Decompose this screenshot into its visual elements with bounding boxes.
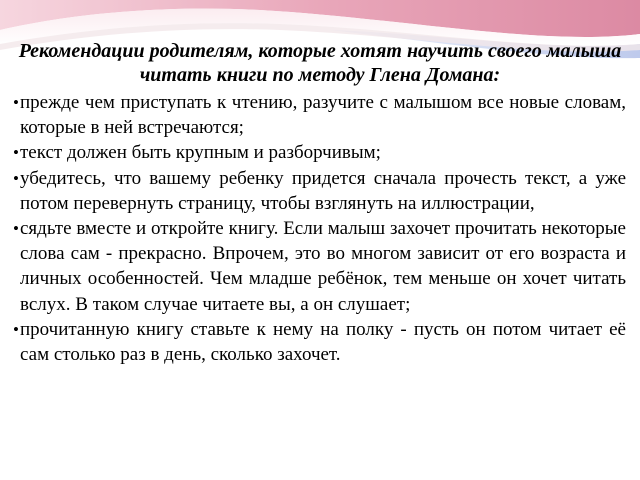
recommendation-item-1 [14,90,626,140]
bullet-icon: • [13,93,19,112]
recommendation-item-5 [14,317,626,367]
bullet-icon: • [13,143,19,163]
recommendation-text: прочитанную книгу ставьте к нему на полку - пусть он потом читает её сам столько раз в день, сколько захочет. [20,318,626,366]
recommendation-text: прежде чем приступать к чтению, разучите с малышом все новые словам, которые в ней встречаются; [20,92,626,139]
recommendation-text: текст должен быть крупным и разборчивым; [20,142,381,164]
recommendation-text: сядьте вместе и откройте книгу. Если малыш захочет прочитать некоторые слова сам - прекрасно. Впрочем, это во многом зависит от его возраста и личных особенностей. Чем младше ребёнок, тем меньше он хочет читать вслух. В таком случае читаете вы, а он слушает; [20,218,626,315]
bullet-icon: • [13,168,19,188]
slide-title: Рекомендации родителям, которые хотят научить своего малыша читать книги по методу Глена Домана: [18,40,622,86]
recommendation-item-2 [14,140,626,165]
recommendation-item-4 [14,216,626,317]
bullet-icon: • [13,319,19,339]
bullet-icon: • [13,219,19,239]
recommendation-item-3 [14,166,626,216]
recommendation-text: убедитесь, что вашему ребенку придется сначала прочесть текст, а уже потом перевернуть страницу, чтобы взглянуть на иллюстрации, [20,167,626,214]
recommendation-list [14,90,626,367]
slide-content [14,40,626,367]
